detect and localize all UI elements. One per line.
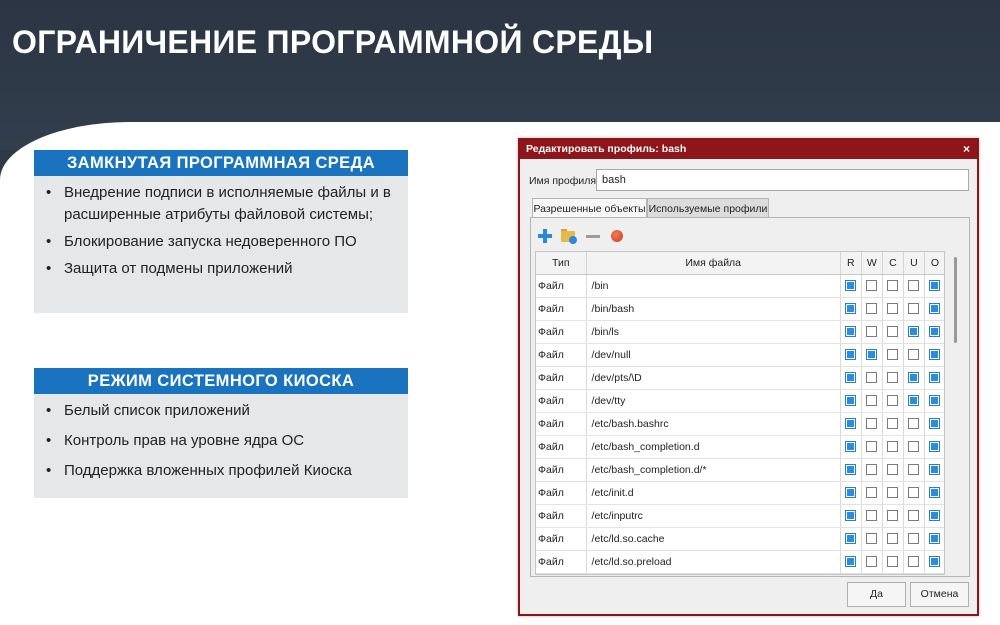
cell-flag-o (924, 412, 945, 435)
column-header-filename[interactable]: Имя файла (586, 252, 840, 274)
cell-flag-w (861, 389, 882, 412)
cell-flag-r (840, 412, 861, 435)
cell-flag-w (861, 366, 882, 389)
permission-checkbox-u[interactable] (908, 395, 919, 406)
permission-checkbox-r[interactable] (845, 556, 856, 567)
closed-environment-panel (34, 150, 408, 313)
cell-flag-o (924, 435, 945, 458)
scrollbar-thumb[interactable] (954, 257, 957, 343)
minus-icon[interactable] (585, 228, 601, 244)
permission-checkbox-w[interactable] (866, 487, 877, 498)
permission-checkbox-u[interactable] (908, 464, 919, 475)
cell-type: Файл (536, 435, 586, 458)
cell-flag-o (924, 481, 945, 504)
permission-checkbox-w[interactable] (866, 418, 877, 429)
permission-checkbox-w[interactable] (866, 510, 877, 521)
plus-icon[interactable] (537, 228, 553, 244)
cell-flag-w (861, 527, 882, 550)
cell-flag-r (840, 435, 861, 458)
permission-checkbox-c[interactable] (887, 326, 898, 337)
bullet-item: • Белый список приложений (42, 400, 398, 422)
cell-filename: /dev/null (586, 343, 840, 366)
cancel-button[interactable]: Отмена (910, 582, 969, 607)
cell-flag-u (903, 435, 924, 458)
stop-icon[interactable] (609, 228, 625, 244)
cell-flag-c (882, 297, 903, 320)
permission-checkbox-u[interactable] (908, 441, 919, 452)
column-header-r[interactable]: R (840, 252, 861, 274)
permission-checkbox-c[interactable] (887, 441, 898, 452)
permission-checkbox-o[interactable] (929, 395, 940, 406)
permission-checkbox-w[interactable] (866, 441, 877, 452)
cell-flag-c (882, 550, 903, 573)
cell-flag-u (903, 343, 924, 366)
cell-filename: /dev/tty (586, 389, 840, 412)
cell-flag-w (861, 274, 882, 297)
cell-filename: /etc/bash_completion.d (586, 435, 840, 458)
permission-checkbox-w[interactable] (866, 556, 877, 567)
dialog-title: Редактировать профиль: bash (526, 143, 687, 155)
objects-table (535, 251, 945, 575)
permission-checkbox-c[interactable] (887, 533, 898, 544)
permission-checkbox-w[interactable] (866, 303, 877, 314)
cell-flag-o (924, 343, 945, 366)
permission-checkbox-c[interactable] (887, 556, 898, 567)
cell-flag-w (861, 550, 882, 573)
permission-checkbox-r[interactable] (845, 418, 856, 429)
permission-checkbox-c[interactable] (887, 303, 898, 314)
permission-checkbox-r[interactable] (845, 303, 856, 314)
table-row[interactable] (536, 527, 945, 550)
cell-flag-r (840, 297, 861, 320)
cell-type: Файл (536, 550, 586, 573)
permission-checkbox-c[interactable] (887, 418, 898, 429)
table-row[interactable] (536, 274, 945, 297)
bullet-item: • Контроль прав на уровне ядра ОС (42, 430, 398, 452)
cell-type: Файл (536, 366, 586, 389)
cell-flag-u (903, 412, 924, 435)
table-row[interactable] (536, 343, 945, 366)
permission-checkbox-u[interactable] (908, 280, 919, 291)
permission-checkbox-r[interactable] (845, 326, 856, 337)
permission-checkbox-o[interactable] (929, 533, 940, 544)
permission-checkbox-o[interactable] (929, 556, 940, 567)
permission-checkbox-o[interactable] (929, 464, 940, 475)
cell-flag-o (924, 504, 945, 527)
dialog-titlebar[interactable] (520, 140, 977, 159)
cell-flag-u (903, 504, 924, 527)
permission-checkbox-w[interactable] (866, 533, 877, 544)
permission-checkbox-r[interactable] (845, 441, 856, 452)
table-row[interactable] (536, 435, 945, 458)
cell-flag-r (840, 389, 861, 412)
cell-flag-o (924, 527, 945, 550)
vertical-scrollbar[interactable] (949, 251, 963, 575)
permission-checkbox-c[interactable] (887, 372, 898, 383)
permission-checkbox-o[interactable] (929, 280, 940, 291)
table-row[interactable] (536, 550, 945, 573)
permission-checkbox-o[interactable] (929, 510, 940, 521)
tab-used-profiles[interactable]: Используемые профили (647, 198, 769, 218)
cell-flag-c (882, 412, 903, 435)
permission-checkbox-w[interactable] (866, 280, 877, 291)
cell-flag-u (903, 481, 924, 504)
cell-filename: /etc/ld.so.cache (586, 527, 840, 550)
permission-checkbox-c[interactable] (887, 280, 898, 291)
permission-checkbox-o[interactable] (929, 418, 940, 429)
cell-flag-r (840, 274, 861, 297)
cell-flag-u (903, 366, 924, 389)
cell-type: Файл (536, 343, 586, 366)
cell-flag-u (903, 527, 924, 550)
table-row[interactable] (536, 366, 945, 389)
cell-flag-w (861, 435, 882, 458)
bullet-item: • Защита от подмены приложений (42, 258, 398, 280)
cell-flag-o (924, 389, 945, 412)
tab-allowed-objects[interactable]: Разрешенные объекты (532, 198, 647, 218)
cell-flag-w (861, 458, 882, 481)
cell-flag-w (861, 297, 882, 320)
cell-flag-o (924, 297, 945, 320)
permission-checkbox-o[interactable] (929, 303, 940, 314)
table-header-row (536, 252, 945, 274)
cell-filename: /dev/pts/\D (586, 366, 840, 389)
cell-flag-w (861, 412, 882, 435)
permission-checkbox-u[interactable] (908, 556, 919, 567)
toolbar (537, 227, 625, 245)
folder-add-icon[interactable] (561, 228, 577, 244)
cell-type: Файл (536, 297, 586, 320)
cell-flag-r (840, 320, 861, 343)
permission-checkbox-w[interactable] (866, 395, 877, 406)
permission-checkbox-c[interactable] (887, 395, 898, 406)
permission-checkbox-c[interactable] (887, 464, 898, 475)
permission-checkbox-o[interactable] (929, 441, 940, 452)
cell-flag-o (924, 550, 945, 573)
permission-checkbox-u[interactable] (908, 349, 919, 360)
cell-type: Файл (536, 458, 586, 481)
close-icon[interactable]: × (962, 142, 970, 156)
permission-checkbox-o[interactable] (929, 349, 940, 360)
column-header-type[interactable]: Тип (536, 252, 586, 274)
cell-filename: /etc/ld.so.preload (586, 550, 840, 573)
cell-filename: /bin (586, 274, 840, 297)
cell-flag-u (903, 274, 924, 297)
edit-profile-dialog (518, 138, 979, 616)
column-header-w[interactable]: W (861, 252, 882, 274)
permission-checkbox-u[interactable] (908, 533, 919, 544)
cell-flag-u (903, 389, 924, 412)
permission-checkbox-r[interactable] (845, 487, 856, 498)
cell-flag-c (882, 389, 903, 412)
permission-checkbox-u[interactable] (908, 487, 919, 498)
permission-checkbox-c[interactable] (887, 487, 898, 498)
permission-checkbox-r[interactable] (845, 280, 856, 291)
cell-flag-u (903, 320, 924, 343)
permission-checkbox-o[interactable] (929, 326, 940, 337)
permission-checkbox-r[interactable] (845, 372, 856, 383)
table-row[interactable] (536, 297, 945, 320)
cell-flag-c (882, 274, 903, 297)
cell-filename: /etc/bash_completion.d/* (586, 458, 840, 481)
bullet-item: • Поддержка вложенных профилей Киоска (42, 460, 398, 482)
permission-checkbox-u[interactable] (908, 372, 919, 383)
permission-checkbox-w[interactable] (866, 349, 877, 360)
cell-type: Файл (536, 389, 586, 412)
cell-flag-c (882, 343, 903, 366)
cell-flag-o (924, 320, 945, 343)
permission-checkbox-w[interactable] (866, 326, 877, 337)
table-row[interactable] (536, 481, 945, 504)
cell-type: Файл (536, 481, 586, 504)
cell-type: Файл (536, 274, 586, 297)
cell-flag-o (924, 366, 945, 389)
permission-checkbox-u[interactable] (908, 510, 919, 521)
permission-checkbox-o[interactable] (929, 372, 940, 383)
cell-flag-c (882, 320, 903, 343)
permission-checkbox-u[interactable] (908, 326, 919, 337)
permission-checkbox-u[interactable] (908, 418, 919, 429)
cell-flag-c (882, 481, 903, 504)
permission-checkbox-u[interactable] (908, 303, 919, 314)
bullet-list (34, 176, 408, 280)
cell-flag-w (861, 481, 882, 504)
cell-type: Файл (536, 504, 586, 527)
permission-checkbox-r[interactable] (845, 533, 856, 544)
cell-flag-r (840, 458, 861, 481)
table-row[interactable] (536, 320, 945, 343)
cell-flag-r (840, 550, 861, 573)
cell-flag-w (861, 343, 882, 366)
cell-flag-r (840, 481, 861, 504)
cell-flag-w (861, 320, 882, 343)
cell-flag-u (903, 550, 924, 573)
table-body (536, 274, 945, 573)
cell-flag-o (924, 458, 945, 481)
cell-type: Файл (536, 320, 586, 343)
permission-checkbox-r[interactable] (845, 510, 856, 521)
permission-checkbox-r[interactable] (845, 395, 856, 406)
panel-heading: ЗАМКНУТАЯ ПРОГРАММНАЯ СРЕДА (34, 150, 408, 176)
cell-flag-c (882, 504, 903, 527)
cell-type: Файл (536, 412, 586, 435)
cell-filename: /etc/bash.bashrc (586, 412, 840, 435)
permission-checkbox-c[interactable] (887, 510, 898, 521)
cell-flag-r (840, 343, 861, 366)
permission-checkbox-w[interactable] (866, 464, 877, 475)
cell-flag-c (882, 527, 903, 550)
table-row[interactable] (536, 389, 945, 412)
cell-flag-w (861, 504, 882, 527)
cell-flag-c (882, 366, 903, 389)
table-row[interactable] (536, 458, 945, 481)
cell-flag-c (882, 435, 903, 458)
permission-checkbox-c[interactable] (887, 349, 898, 360)
cell-flag-r (840, 366, 861, 389)
cell-flag-u (903, 297, 924, 320)
panel-heading: РЕЖИМ СИСТЕМНОГО КИОСКА (34, 368, 408, 394)
bullet-item: • Внедрение подписи в исполняемые файлы и в расширенные атрибуты файловой системы; (42, 182, 398, 226)
cell-flag-c (882, 458, 903, 481)
permission-checkbox-r[interactable] (845, 464, 856, 475)
cell-flag-r (840, 504, 861, 527)
cell-flag-o (924, 274, 945, 297)
permission-checkbox-r[interactable] (845, 349, 856, 360)
column-header-c[interactable]: C (882, 252, 903, 274)
profile-name-input[interactable] (596, 169, 969, 191)
column-header-o[interactable]: O (924, 252, 945, 274)
cell-filename: /bin/ls (586, 320, 840, 343)
profile-name-label: Имя профиля (529, 175, 597, 187)
permission-checkbox-o[interactable] (929, 487, 940, 498)
column-header-u[interactable]: U (903, 252, 924, 274)
tab-panel (530, 217, 970, 577)
bullet-item: • Блокирование запуска недоверенного ПО (42, 231, 398, 253)
cell-flag-u (903, 458, 924, 481)
kiosk-mode-panel (34, 368, 408, 498)
slide-title: ОГРАНИЧЕНИЕ ПРОГРАММНОЙ СРЕДЫ (12, 24, 654, 60)
cell-flag-r (840, 527, 861, 550)
cell-filename: /bin/bash (586, 297, 840, 320)
cell-filename: /etc/init.d (586, 481, 840, 504)
table-row[interactable] (536, 412, 945, 435)
table-row[interactable] (536, 504, 945, 527)
ok-button[interactable]: Да (847, 582, 906, 607)
permission-checkbox-w[interactable] (866, 372, 877, 383)
cell-filename: /etc/inputrc (586, 504, 840, 527)
bullet-list (34, 394, 408, 482)
cell-type: Файл (536, 527, 586, 550)
